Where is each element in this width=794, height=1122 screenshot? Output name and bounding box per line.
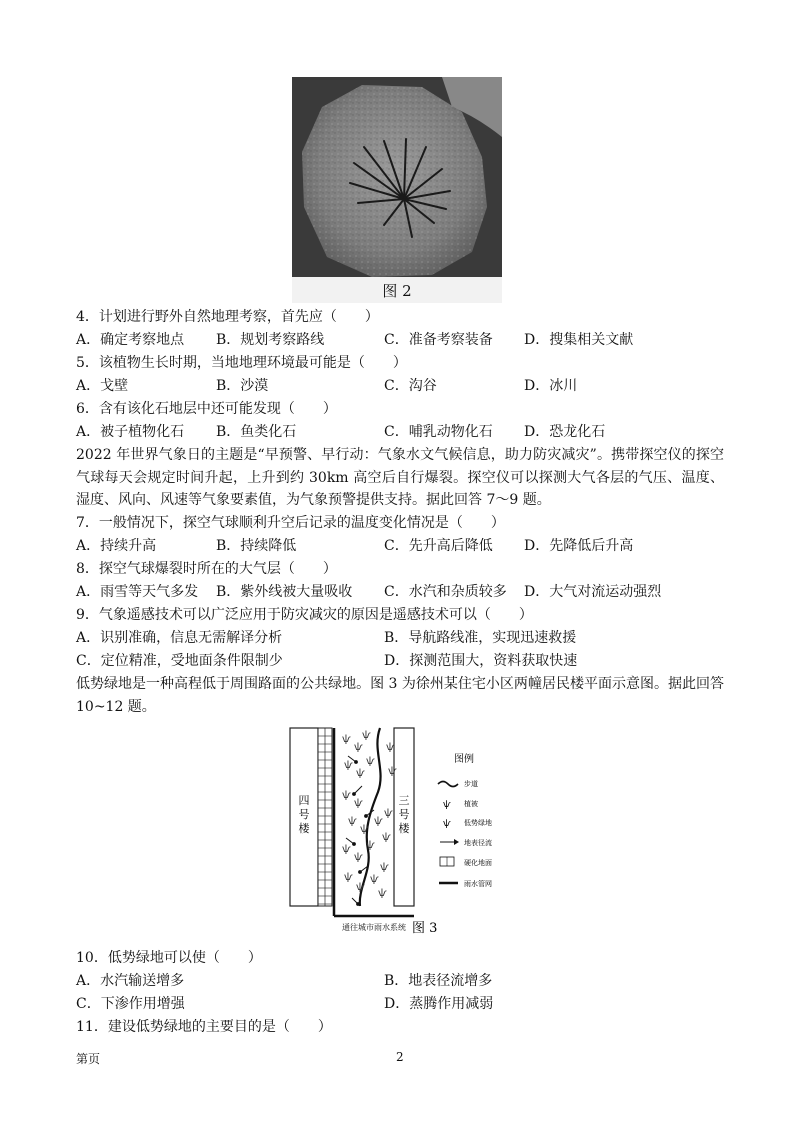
- q9-option-d: D．探测范围大，资料获取快速: [384, 653, 578, 669]
- q8-option-a: A．雨雪等天气多发: [76, 584, 199, 600]
- question-7: 7．一般情况下，探空气球顺利升空后记录的温度变化情况是（ ）: [76, 515, 505, 531]
- legend-label-pipe: 雨水管网: [464, 880, 492, 888]
- legend: [438, 779, 492, 888]
- q9-option-c: C．定位精准，受地面条件限制少: [76, 653, 283, 669]
- q6-option-c: C．哺乳动物化石: [384, 424, 493, 440]
- q4-option-a: A．确定考察地点: [76, 332, 185, 348]
- legend-lowgreen-icon: ѱ: [443, 819, 451, 829]
- question-4: 4．计划进行野外自然地理考察，首先应（ ）: [76, 309, 379, 325]
- q10-option-b: B．地表径流增多: [384, 973, 493, 989]
- runoff-arrow-head: [353, 843, 356, 846]
- q4-option-b: B．规划考察路线: [216, 332, 325, 348]
- vegetation-symbol: ѱ: [384, 808, 393, 819]
- vegetation-symbol: ѱ: [342, 734, 351, 745]
- outlet-label: 通往城市雨水系统: [342, 923, 406, 932]
- legend-label-hard: 硬化地面: [464, 859, 492, 867]
- q8-option-d: D．大气对流运动强烈: [524, 584, 662, 600]
- vegetation-symbol: ѱ: [354, 742, 363, 753]
- runoff-arrow-head: [359, 871, 362, 874]
- q10-option-c: C．下渗作用增强: [76, 996, 185, 1012]
- figure2-caption: 图 2: [382, 282, 412, 300]
- q8-option-c: C．水汽和杂质较多: [384, 584, 507, 600]
- passage-meteorology: 2022 年世界气象日的主题是“早预警、早行动：气象水文气候信息，助力防灾减灾”。携带探空仪的探空气球每天会规定时间升起，上升到约 30km 高空后自行爆裂。探空仪可以探测大气各层的气压、温度、湿度、风向、风速等气象要素值，为气象预警提供支持。据此回答 7～9 题。: [76, 447, 724, 508]
- q6-option-a: A．被子植物化石: [76, 424, 185, 440]
- vegetation-symbol: ѱ: [344, 760, 353, 771]
- q7-option-a: A．持续升高: [76, 538, 157, 554]
- runoff-arrow-head: [353, 793, 356, 796]
- question-8: 8．探空气球爆裂时所在的大气层（ ）: [76, 561, 337, 577]
- question-10: 10．低势绿地可以使（ ）: [76, 950, 262, 966]
- vegetation-symbol: ѱ: [354, 798, 363, 809]
- vegetation-symbol: ѱ: [380, 862, 389, 873]
- q9-option-a: A．识别准确，信息无需解译分析: [76, 630, 283, 646]
- vegetation-symbol: ѱ: [366, 756, 375, 767]
- q8-option-b: B．紫外线被大量吸收: [216, 584, 353, 600]
- q7-option-c: C．先升高后降低: [384, 538, 493, 554]
- vegetation-symbol: ѱ: [362, 730, 371, 741]
- legend-title: 图例: [454, 754, 474, 765]
- page-number: 2: [396, 1050, 404, 1064]
- vegetation-symbol: ѱ: [342, 844, 351, 855]
- figure3-caption: 图 3: [412, 921, 438, 936]
- q5-option-c: C．沟谷: [384, 378, 437, 394]
- vegetation-symbol: ѱ: [356, 768, 365, 779]
- q6-option-d: D．恐龙化石: [524, 424, 606, 440]
- q4-option-d: D．搜集相关文献: [524, 332, 634, 348]
- hardened-ground: [318, 728, 332, 906]
- runoff-arrow-head: [365, 815, 368, 818]
- legend-label-veg: 植被: [464, 800, 478, 808]
- q7-option-d: D．先降低后升高: [524, 538, 634, 554]
- q4-option-c: C．准备考察装备: [384, 332, 493, 348]
- q10-option-d: D．蒸腾作用减弱: [384, 996, 494, 1012]
- vegetation-symbol: ѱ: [348, 816, 357, 827]
- question-9: 9．气象遥感技术可以广泛应用于防灾减灾的原因是遥感技术可以（ ）: [76, 607, 533, 623]
- legend-label-runoff: 地表径流: [464, 839, 492, 847]
- vegetation-symbol: ѱ: [366, 840, 375, 851]
- building-3-label: 三号楼: [398, 794, 410, 835]
- q5-option-b: B．沙漠: [216, 378, 269, 394]
- vegetation-symbol: ѱ: [386, 742, 395, 753]
- q5-option-d: D．冰川: [524, 378, 578, 394]
- vegetation-symbol: ѱ: [360, 824, 369, 835]
- vegetation-symbol: ѱ: [370, 874, 379, 885]
- q6-option-b: B．鱼类化石: [216, 424, 297, 440]
- runoff-arrow-head: [355, 761, 358, 764]
- vegetation-symbol: ѱ: [342, 790, 351, 801]
- q9-option-b: B．导航路线准，实现迅速救援: [384, 630, 577, 646]
- q10-option-a: A．水汽输送增多: [76, 973, 185, 989]
- vegetation-symbol: ѱ: [374, 816, 383, 827]
- q7-option-b: B．持续降低: [216, 538, 297, 554]
- vegetation-symbol: ѱ: [388, 766, 397, 777]
- footer-page-label: 第页: [76, 1052, 101, 1066]
- legend-veg-icon: ѱ: [443, 800, 451, 810]
- question-6: 6．含有该化石地层中还可能发现（ ）: [76, 401, 337, 417]
- legend-label-path: 步道: [464, 780, 478, 788]
- vegetation-symbol: ѱ: [382, 832, 391, 843]
- passage-green-space: 低势绿地是一种高程低于周围路面的公共绿地。图 3 为徐州某住宅小区两幢居民楼平面示意图。据此回答 10~12 题。: [76, 676, 724, 715]
- building-4-label: 四号楼: [298, 794, 310, 835]
- vegetation-symbol: ѱ: [344, 872, 353, 883]
- vegetation-symbol: ѱ: [354, 852, 363, 863]
- legend-path-icon: [438, 782, 458, 787]
- fossil-figure: [292, 77, 502, 303]
- question-11: 11．建设低势绿地的主要目的是（ ）: [76, 1019, 332, 1035]
- site-plan-figure: [282, 720, 514, 936]
- vegetation-symbol: ѱ: [356, 882, 365, 893]
- runoff-arrow-head: [357, 903, 360, 906]
- vegetation-symbol: ѱ: [378, 888, 387, 899]
- question-5: 5．该植物生长时期，当地地理环境最可能是（ ）: [76, 355, 407, 371]
- legend-label-lowgreen: 低势绿地: [464, 819, 492, 827]
- q5-option-a: A．戈壁: [76, 378, 129, 394]
